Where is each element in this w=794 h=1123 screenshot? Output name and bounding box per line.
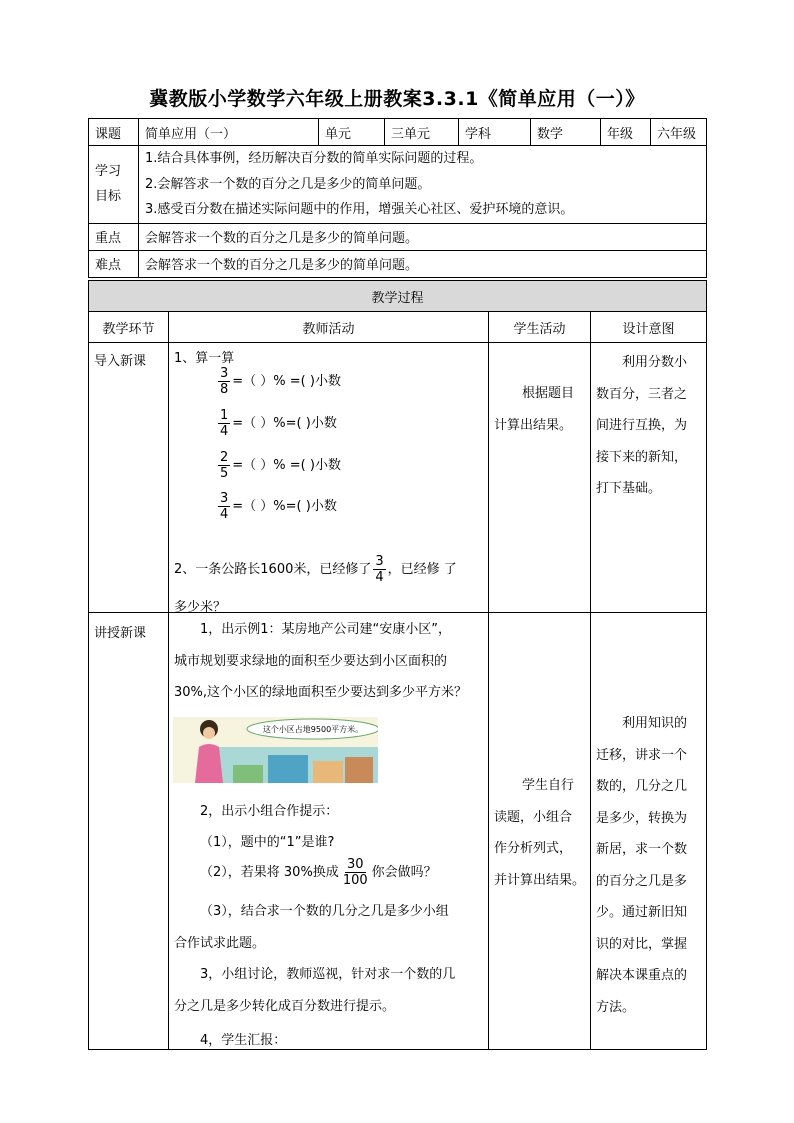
unit-value: 三单元 (385, 119, 459, 146)
teach-student (494, 770, 585, 896)
intro-student (494, 378, 574, 441)
fraction-row-1 (216, 366, 341, 397)
denominator: 100 (342, 873, 368, 888)
teach-design-line: 新居，求一个数 (596, 842, 688, 857)
goals-label-line1: 学习 (95, 163, 122, 179)
item2-text-b: ，已经修 了 (387, 562, 457, 577)
col-design: 设计意图 (591, 312, 707, 343)
key-content: 会解答求一个数的百分之几是多少的简单问题。 (139, 223, 707, 250)
fraction-row-3 (216, 450, 341, 481)
person-face (203, 727, 215, 739)
q2-text-a: （2），若果将 30%换成 (200, 865, 339, 880)
intro-student-line: 根据题目 (522, 386, 575, 401)
teach-design (596, 708, 687, 1023)
fraction-blanks: =（ ）%=( )小数 (232, 499, 337, 514)
teach-design-line: 是多少，转换为 (596, 810, 688, 826)
subject-value: 数学 (531, 119, 601, 146)
step-4: 4，学生汇报： (200, 1033, 287, 1048)
teach-design-line: 识的对比，掌握 (596, 936, 688, 952)
teach-student-line: 读题，小组合 (494, 809, 573, 825)
lesson-info-table (88, 118, 707, 278)
intro-design-line: 间进行互换，为 (596, 418, 688, 433)
building (268, 755, 308, 783)
example-line: 1，出示例1：某房地产公司建“安康小区”， (200, 622, 452, 637)
difficult-label: 难点 (89, 250, 139, 277)
teach-row-cell-1 (89, 613, 169, 1050)
teach-design-line: 迁移，讲求一个 (596, 747, 688, 763)
col-stage: 教学环节 (89, 312, 169, 343)
goals-label (89, 146, 139, 224)
intro-design-line: 利用分数小 (622, 355, 688, 370)
numerator: 30 (346, 857, 364, 872)
goals-label-line2: 目标 (95, 189, 122, 205)
building (313, 761, 343, 783)
example-line: 30%,这个小区的绿地面积至少要达到多少平方米？ (174, 685, 468, 700)
teach-student-line: 作分析列式， (494, 841, 573, 856)
bubble-text: 这个小区占地9500平方米。 (262, 725, 364, 734)
intro-design (596, 347, 687, 505)
intro-item1: 1、算一算 (174, 351, 235, 366)
hint-q1: （1），题中的“1”是谁? (200, 835, 335, 850)
fraction-blanks: =（ ）%=( )小数 (232, 416, 337, 431)
fraction (218, 366, 230, 397)
intro-design-line: 数百分，三者之 (596, 386, 688, 402)
topic-value: 简单应用（一） (139, 119, 319, 146)
teach-design-line: 方法。 (596, 999, 636, 1015)
step3-line: 3，小组讨论，教师巡视，针对求一个数的几 (200, 967, 456, 982)
q3-line: 合作试求此题。 (174, 935, 266, 951)
fraction (373, 554, 385, 585)
col-student: 学生活动 (489, 312, 591, 343)
key-label: 重点 (89, 223, 139, 250)
teach-design-line: 的百分之几是多 (596, 873, 688, 889)
q3-line: （3），结合求一个数的几分之几是多少小组 (200, 904, 449, 919)
goals-content (139, 146, 707, 224)
fraction (218, 408, 230, 439)
numerator: 1 (220, 408, 229, 423)
fraction (218, 450, 230, 481)
green-area (233, 765, 263, 783)
hint-q2 (200, 857, 437, 888)
step3-line: 分之几是多少转化成百分数进行提示。 (174, 998, 396, 1014)
example-1 (174, 614, 467, 709)
teach-stage: 讲授新课 (94, 626, 147, 641)
step-3 (174, 959, 455, 1022)
hint-q3 (174, 896, 449, 959)
denominator: 5 (220, 466, 229, 481)
teach-student-line: 并计算出结果。 (494, 872, 586, 888)
subject-label: 学科 (459, 119, 531, 146)
denominator: 8 (220, 382, 229, 397)
building (345, 757, 373, 783)
fraction-row-4 (216, 491, 337, 522)
goal-2: 2.会解答求一个数的百分之几是多少的简单问题。 (145, 176, 431, 192)
col-teacher: 教师活动 (169, 312, 489, 343)
intro-design-line: 打下基础。 (596, 481, 662, 496)
difficult-content: 会解答求一个数的百分之几是多少的简单问题。 (139, 250, 707, 277)
goal-3: 3.感受百分数在描述实际问题中的作用，增强关心社区、爱护环境的意识。 (145, 202, 574, 217)
numerator: 3 (220, 366, 229, 381)
teach-design-line: 解决本课重点的 (596, 968, 688, 983)
fraction-blanks: =（ ）% =( )小数 (232, 458, 341, 473)
denominator: 4 (375, 570, 384, 585)
denominator: 4 (220, 424, 229, 439)
intro-item2 (174, 554, 457, 585)
fraction-row-2 (216, 408, 337, 439)
intro-row-cell-1 (89, 343, 169, 613)
fraction (218, 491, 230, 522)
numerator: 3 (375, 554, 384, 569)
teach-design-line: 少。通过新旧知 (596, 905, 688, 920)
grade-label: 年级 (601, 119, 651, 146)
unit-label: 单元 (319, 119, 385, 146)
process-heading: 教学过程 (89, 281, 707, 312)
intro-item2-cont: 多少米？ (174, 600, 227, 615)
fraction (341, 857, 370, 888)
q2-text-b: 你会做吗？ (371, 865, 437, 880)
intro-stage: 导入新课 (94, 354, 147, 369)
numerator: 3 (220, 491, 229, 506)
numerator: 2 (220, 450, 229, 465)
intro-design-line: 接下来的新知， (596, 449, 688, 465)
grade-value: 六年级 (651, 119, 707, 146)
teach-student-line: 学生自行 (522, 778, 575, 793)
fraction-blanks: =（ ）% =( )小数 (232, 374, 341, 389)
teach-design-line: 利用知识的 (622, 716, 688, 731)
document-title: 冀教版小学数学六年级上册教案3.3.1《简单应用（一）》 (149, 88, 645, 110)
denominator: 4 (220, 507, 229, 522)
intro-student-line: 计算出结果。 (494, 417, 573, 433)
example-line: 城市规划要求绿地的面积至少要达到小区面积的 (174, 653, 448, 669)
hint-title: 2，出示小组合作提示： (200, 804, 339, 819)
person-body (195, 744, 223, 783)
topic-label: 课题 (89, 119, 139, 146)
item2-text-a: 2、一条公路长1600米，已经修了 (174, 562, 372, 577)
goal-1: 1.结合具体事例，经历解决百分数的简单实际问题的过程。 (145, 151, 483, 166)
example-illustration (173, 717, 378, 783)
teach-design-line: 数的，几分之几 (596, 779, 688, 794)
